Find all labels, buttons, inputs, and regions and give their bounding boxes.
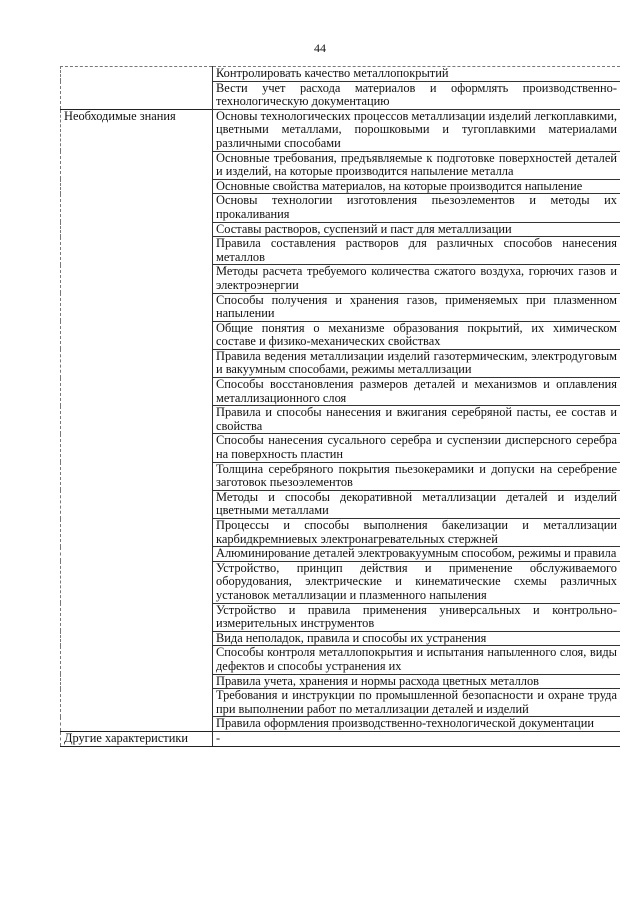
table-cell: Алюминирование деталей электровакуумным способом, режимы и правила <box>213 547 621 562</box>
table-cell: Способы контроля металлопокрытия и испытания напыленного слоя, виды дефектов и способы устранения их <box>213 646 621 674</box>
table-cell: Методы расчета требуемого количества сжатого воздуха, горючих газов и электроэнергии <box>213 265 621 293</box>
table-cell: Контролировать качество металлопокрытий <box>213 67 621 82</box>
page-number: 44 <box>314 41 326 55</box>
table-cell: Правила оформления производственно-технологической документации <box>213 717 621 732</box>
table-cell: Основные свойства материалов, на которые производится напыление <box>213 179 621 194</box>
table-cell: Основные требования, предъявляемые к подготовке поверхностей деталей и изделий, на которые производится напыление металла <box>213 151 621 179</box>
table-cell: Процессы и способы выполнения бакелизации и металлизации карбидкремниевых электронагревательных стержней <box>213 519 621 547</box>
table-cell: Общие понятия о механизме образования покрытий, их химическом составе и физико-механических свойствах <box>213 321 621 349</box>
table-cell: Вида неполадок, правила и способы их устранения <box>213 631 621 646</box>
table-cell: Устройство и правила применения универсальных и контрольно-измерительных инструментов <box>213 603 621 631</box>
other-label: Другие характеристики <box>61 731 213 746</box>
table-cell: Основы технологии изготовления пьезоэлементов и методы их прокаливания <box>213 194 621 222</box>
table-cell: - <box>213 731 621 746</box>
table-cell: Устройство, принцип действия и применение обслуживаемого оборудования, электрические и кинематические схемы различных установок металлизации и плазменного напыления <box>213 561 621 603</box>
table-cell: Вести учет расхода материалов и оформлять производственно-технологическую документацию <box>213 81 621 109</box>
table-row <box>61 731 621 746</box>
table-cell: Требования и инструкции по промышленной безопасности и охране труда при выполнении работ по металлизации деталей и изделий <box>213 689 621 717</box>
table-cell: Составы растворов, суспензий и паст для металлизации <box>213 222 621 237</box>
knowledge-table <box>60 66 620 747</box>
table-cell: Толщина серебряного покрытия пьезокерамики и допуски на серебрение заготовок пьезоэлементов <box>213 462 621 490</box>
table-cell: Правила учета, хранения и нормы расхода цветных металлов <box>213 674 621 689</box>
table-cell: Способы нанесения сусального серебра и суспензии дисперсного серебра на поверхность пластин <box>213 434 621 462</box>
table-cell: Основы технологических процессов металлизации изделий легкоплавкими, цветными металлами, порошковыми и тугоплавкими материалами различными способами <box>213 109 621 151</box>
label-cell-empty <box>61 67 213 110</box>
table-row <box>61 109 621 151</box>
knowledge-label: Необходимые знания <box>61 109 213 731</box>
table-cell: Правила и способы нанесения и вжигания серебряной пасты, ее состав и свойства <box>213 406 621 434</box>
table-cell: Способы получения и хранения газов, применяемых при плазменном напылении <box>213 293 621 321</box>
table-cell: Правила составления растворов для различных способов нанесения металлов <box>213 237 621 265</box>
table-row <box>61 67 621 82</box>
table-cell: Правила ведения металлизации изделий газотермическим, электродуговым и вакуумным способами, режимы металлизации <box>213 349 621 377</box>
table-cell: Способы восстановления размеров деталей и механизмов и оплавления металлизационного слоя <box>213 378 621 406</box>
table-cell: Методы и способы декоративной металлизации деталей и изделий цветными металлами <box>213 490 621 518</box>
